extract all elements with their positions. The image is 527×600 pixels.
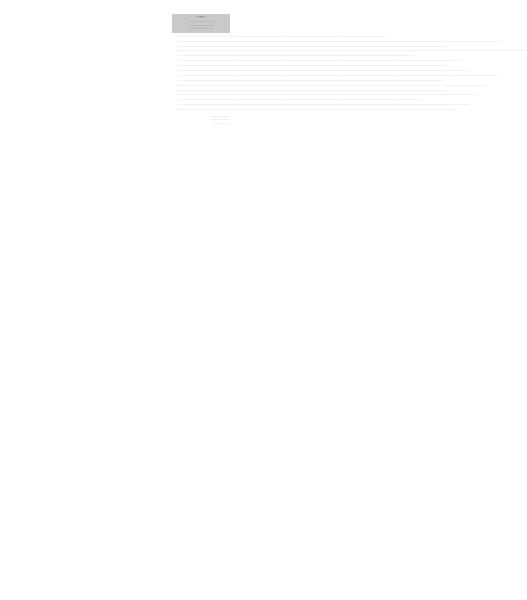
paragraph: ···················································································································································································································································································································································································· [177, 39, 503, 43]
signoff-line: ·························· [210, 114, 230, 118]
header-line-4: ···································· [188, 27, 214, 31]
paragraph: ················································································································································································································································································································ [177, 78, 443, 82]
paragraph: ························································································································································································································································································································································ [177, 93, 478, 97]
paragraph: ···················································································································································································································································································································· [177, 88, 447, 92]
paragraph: ················································································································································································································································································································································ [177, 69, 471, 73]
paragraph: ······························································································································································································································································································································ [177, 108, 456, 112]
paragraph: ······································································································································································································································································································································ [177, 59, 463, 63]
paragraph: ················································································································································································································································ [177, 34, 387, 38]
paragraph: ···················································································································································································································································································································· [177, 64, 447, 68]
paragraph: ················································································································································································································································································································································································································ [177, 49, 527, 53]
article-signoff [172, 115, 230, 126]
article-column [172, 14, 527, 586]
article-body [172, 34, 527, 112]
paragraph: ·································································································································································································································································································································································· [177, 83, 487, 87]
header-line-2: ···································· [188, 20, 214, 23]
signoff-line: ·························· [210, 118, 230, 122]
paragraph: ················································································································································································································································································ [177, 54, 415, 58]
paragraph: ···················································································································································································································································································································· [177, 44, 447, 48]
header-line-3: ···································· [188, 23, 214, 27]
signoff-line: ······················ [213, 122, 230, 126]
article-header [172, 14, 230, 33]
paragraph: ······················································································································································································································································································ [177, 98, 421, 102]
paragraph: ·············································································································································································································································································································································································· [177, 73, 498, 77]
paragraph: ·············································································································································································································································································································································· [177, 103, 470, 107]
header-line-1: ······ [196, 15, 206, 19]
